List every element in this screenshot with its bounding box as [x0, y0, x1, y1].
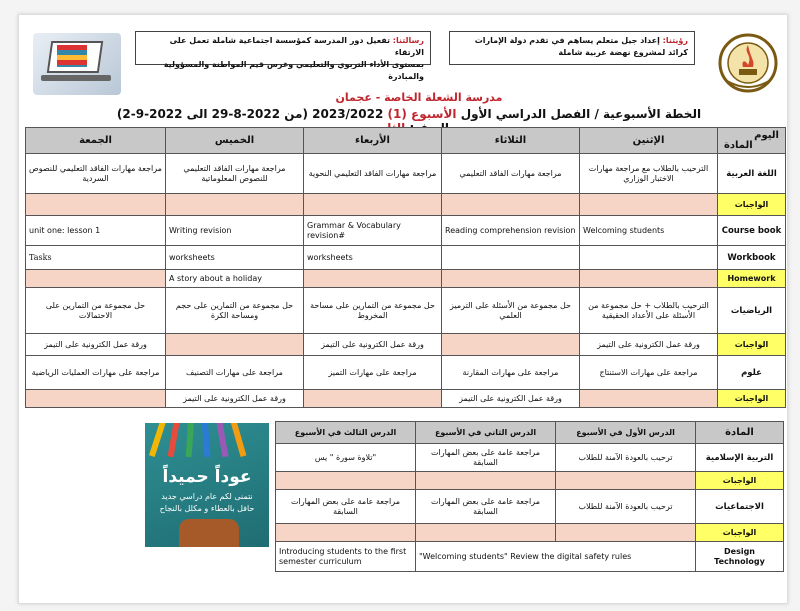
cell — [442, 194, 580, 216]
vision-box — [449, 31, 695, 65]
plan-week: الأسبوع (1) — [387, 107, 457, 121]
back-to-school-banner — [145, 423, 269, 547]
vision-line1: إعداد جيل متعلم يساهم في تقدم دولة الإمارات — [474, 36, 660, 45]
homework-label: الواجبات — [718, 334, 786, 356]
cell — [26, 194, 166, 216]
cell — [556, 524, 696, 542]
cell — [304, 194, 442, 216]
subject-course-book: Course book — [718, 216, 786, 246]
table-row — [26, 390, 786, 408]
cell: Grammar & Vocabulary revision# — [304, 216, 442, 246]
cell — [276, 524, 416, 542]
cell — [556, 472, 696, 490]
cell: مراجعة على مهارات العمليات الرياضية — [26, 356, 166, 390]
cell — [442, 246, 580, 270]
subject-design-technology: Design Technology — [696, 542, 784, 572]
cell: مراجعة على مهارات التصنيف — [166, 356, 304, 390]
day-thursday: الخميس — [166, 128, 304, 154]
cell — [416, 524, 556, 542]
day-wednesday: الأربعاء — [304, 128, 442, 154]
school-name: مدرسة الشعلة الخاصة - عجمان — [335, 91, 503, 104]
table-row — [26, 334, 786, 356]
cell: "Welcoming students" Review the digital safety rules — [416, 542, 696, 572]
cell: ورقة عمل الكترونية على التيمز — [304, 334, 442, 356]
day-monday: الإثنين — [580, 128, 718, 154]
cell: مراجعة مهارات الفاقد التعليمي للنصوص السردية — [26, 154, 166, 194]
lesson-1-header: الدرس الأول في الأسبوع — [556, 422, 696, 444]
cell: مراجعة عامة على بعض المهارات السابقة — [276, 490, 416, 524]
mission-title: رسالتنا: — [392, 36, 424, 45]
corner-cell — [718, 128, 786, 154]
school-logo-icon — [717, 29, 779, 95]
banner-line1: نتمنى لكم عام دراسي جديد — [161, 492, 253, 501]
cell: ورقة عمل الكترونية على التيمز — [442, 390, 580, 408]
subject-science: علوم — [718, 356, 786, 390]
table-row — [276, 524, 784, 542]
cell — [580, 270, 718, 288]
cell: الترحيب بالطلاب مع مراجعة مهارات الاختبار الوزاري — [580, 154, 718, 194]
cell: مراجعة على مهارات المقارنة — [442, 356, 580, 390]
cell — [276, 472, 416, 490]
table-row — [276, 444, 784, 472]
school-bag-icon — [179, 519, 239, 547]
cell: Introducing students to the first semester curriculum — [276, 542, 416, 572]
cell: ورقة عمل الكترونية على التيمز — [166, 390, 304, 408]
banner-headline: عوداً حميداً — [162, 467, 252, 487]
cell — [580, 246, 718, 270]
cell — [442, 270, 580, 288]
subject-islamic: التربية الإسلامية — [696, 444, 784, 472]
cell: unit one: lesson 1 — [26, 216, 166, 246]
cell: worksheets — [304, 246, 442, 270]
cell: مراجعة عامة على بعض المهارات السابقة — [416, 490, 556, 524]
cell: مراجعة مهارات الفاقد التعليمي للنصوص المعلوماتية — [166, 154, 304, 194]
homework-label: الواجبات — [696, 524, 784, 542]
plan-title-part2: 2023/2022 (من 2022-8-29 الى 2022-9-2) — [116, 107, 384, 121]
cell: مراجعة مهارات الفاقد التعليمي — [442, 154, 580, 194]
table-row — [26, 356, 786, 390]
mission-line2: بمستوى الأداء التربوي والتعليمي وغرس قيم المواطنة والمسؤولية والمبادرة — [163, 60, 424, 81]
cell: ترحيب بالعودة الآمنة للطلاب — [556, 490, 696, 524]
cell: "تلاوة سورة " يس — [276, 444, 416, 472]
cell — [580, 390, 718, 408]
cell: Reading comprehension revision — [442, 216, 580, 246]
homework-label: الواجبات — [718, 390, 786, 408]
lesson-2-header: الدرس الثاني في الأسبوع — [416, 422, 556, 444]
table-row — [26, 288, 786, 334]
corner-day-label: اليوم — [754, 130, 779, 141]
days-header-row — [26, 128, 786, 154]
table-row — [26, 216, 786, 246]
table-row — [26, 270, 786, 288]
table-row — [276, 542, 784, 572]
mission-box — [135, 31, 431, 81]
cell: مراجعة على مهارات الاستنتاج — [580, 356, 718, 390]
cell: مراجعة مهارات الفاقد التعليمي النحوية — [304, 154, 442, 194]
cell: worksheets — [166, 246, 304, 270]
cell — [580, 194, 718, 216]
cell: مراجعة عامة على بعض المهارات السابقة — [416, 444, 556, 472]
table-row — [276, 472, 784, 490]
cell — [416, 472, 556, 490]
cell: ترحيب بالعودة الآمنة للطلاب — [556, 444, 696, 472]
day-friday: الجمعة — [26, 128, 166, 154]
lesson-3-header: الدرس الثالث في الأسبوع — [276, 422, 416, 444]
cell — [166, 194, 304, 216]
cell: مراجعة على مهارات التميز — [304, 356, 442, 390]
vision-line2: كرائد لمشروع نهضة عربية شاملة — [558, 48, 688, 57]
cell: Tasks — [26, 246, 166, 270]
table-row — [26, 194, 786, 216]
subject-arabic: اللغة العربية — [718, 154, 786, 194]
weekly-plan-page — [18, 14, 788, 604]
cell — [166, 334, 304, 356]
mission-line1: تفعيل دور المدرسة كمؤسسة اجتماعية شاملة تعمل على الارتقاء — [169, 36, 424, 57]
laptop-books-image — [33, 33, 121, 95]
cell — [26, 270, 166, 288]
cell — [304, 390, 442, 408]
banner-line2: حافل بالعطاء و مكلل بالنجاح — [159, 504, 255, 513]
subject-workbook: Workbook — [718, 246, 786, 270]
subject-social: الاجتماعيات — [696, 490, 784, 524]
table-row — [26, 154, 786, 194]
cell: ورقة عمل الكترونية على التيمز — [580, 334, 718, 356]
table-row — [276, 490, 784, 524]
homework-en-label: Homework — [718, 270, 786, 288]
table-row — [26, 246, 786, 270]
cell — [304, 270, 442, 288]
cell: الترحيب بالطلاب + حل مجموعة من الأسئلة على الأعداد الحقيقية — [580, 288, 718, 334]
corner-subject-label: المادة — [724, 140, 753, 151]
homework-label: الواجبات — [696, 472, 784, 490]
plan-title-part1: الخطة الأسبوعية / الفصل الدراسي الأول — [460, 107, 702, 121]
cell: حل مجموعة من التمارين على الاحتمالات — [26, 288, 166, 334]
lessons-header-row — [276, 422, 784, 444]
cell: حل مجموعة من التمارين على مساحة المخروط — [304, 288, 442, 334]
lessons-table — [275, 421, 784, 572]
cell: Writing revision — [166, 216, 304, 246]
cell: A story about a holiday — [166, 270, 304, 288]
day-tuesday: الثلاثاء — [442, 128, 580, 154]
subject-math: الرياضيات — [718, 288, 786, 334]
material-label: المادة — [696, 422, 784, 444]
homework-label: الواجبات — [718, 194, 786, 216]
cell: Welcoming students — [580, 216, 718, 246]
cell — [26, 390, 166, 408]
cell — [442, 334, 580, 356]
vision-title: رؤيتنا: — [662, 36, 688, 45]
cell: حل مجموعة من الأسئلة على الترميز العلمي — [442, 288, 580, 334]
cell: ورقة عمل الكترونية على التيمز — [26, 334, 166, 356]
cell: حل مجموعة من التمارين على حجم ومساحة الكرة — [166, 288, 304, 334]
weekly-plan-table — [25, 127, 786, 408]
